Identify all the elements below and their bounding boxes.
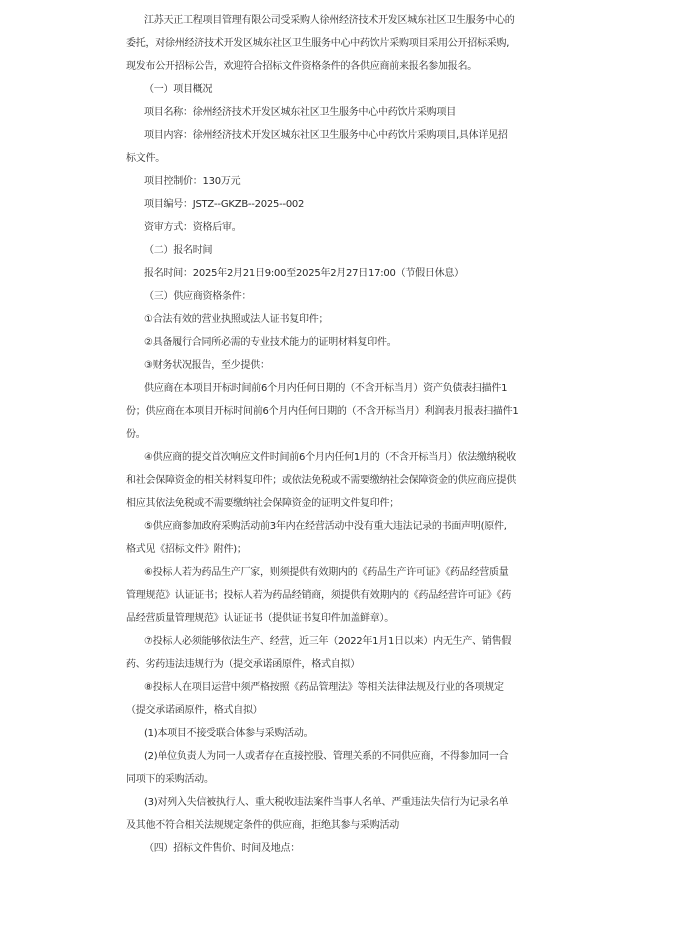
paragraph-line: 资审方式：资格后审。 (144, 222, 242, 233)
paragraph-line: 供应商在本项目开标时间前6个月内任何日期的（不含开标当月）资产负债表扫描件1 (144, 383, 508, 394)
paragraph-line: ③财务状况报告，至少提供： (144, 360, 270, 371)
paragraph-line: 项目内容：徐州经济技术开发区城东社区卫生服务中心中药饮片采购项目,具体详见招 (144, 130, 508, 141)
paragraph-line: ④供应商的提交首次响应文件时间前6个月内任何1月的（不含开标当月）依法缴纳税收 (144, 452, 516, 463)
paragraph-line: 份；供应商在本项目开标时间前6个月内任何日期的（不含开标当月）利润表月报表扫描件1 (126, 406, 519, 417)
paragraph-line: （四）招标文件售价、时间及地点： (144, 843, 300, 854)
paragraph-line: 药、劣药违法违规行为（提交承诺函原件，格式自拟） (126, 659, 360, 670)
paragraph-line: 项目控制价：130万元 (144, 176, 241, 187)
paragraph-line: (3)对列入失信被执行人、重大税收违法案件当事人名单、严重违法失信行为记录名单 (144, 797, 509, 808)
paragraph-line: 同项下的采购活动。 (126, 774, 214, 785)
paragraph-line: 委托，对徐州经济技术开发区城东社区卫生服务中心中药饮片采购项目采用公开招标采购, (126, 38, 510, 49)
paragraph-line: ⑦投标人必须能够依法生产、经营，近三年（2022年1月1日以来）内无生产、销售假 (144, 636, 512, 647)
paragraph-line: (1)本项目不接受联合体参与采购活动。 (144, 728, 314, 739)
paragraph-line: （三）供应商资格条件： (144, 291, 252, 302)
document-body (126, 9, 558, 860)
paragraph-line: ⑥投标人若为药品生产厂家，则须提供有效期内的《药品生产许可证》《药品经营质量 (144, 567, 509, 578)
paragraph-line: ①合法有效的营业执照或法人证书复印件； (144, 314, 329, 325)
paragraph-line: ②具备履行合同所必需的专业技术能力的证明材料复印件。 (144, 337, 397, 348)
paragraph-line: 现发布公开招标公告，欢迎符合招标文件资格条件的各供应商前来报名参加报名。 (126, 61, 477, 72)
paragraph-line: 报名时间：2025年2月21日9:00至2025年2月27日17:00（节假日休息） (144, 268, 464, 279)
paragraph-line: 相应其依法免税或不需要缴纳社会保障资金的证明文件复印件； (126, 498, 399, 509)
paragraph-line: 品经营质量管理规范》认证证书（提供证书复印件加盖鲜章）。 (126, 613, 394, 624)
paragraph-line: 标文件。 (126, 153, 165, 164)
paragraph-line: 项目名称：徐州经济技术开发区城东社区卫生服务中心中药饮片采购项目 (144, 107, 456, 118)
paragraph-line: 管理规范》认证证书；投标人若为药品经销商，须提供有效期内的《药品经营许可证》《药 (126, 590, 511, 601)
paragraph-line: 份。 (126, 429, 146, 440)
paragraph-line: 项目编号：JSTZ--GKZB--2025--002 (144, 199, 305, 210)
paragraph-line: （一）项目概况 (144, 84, 213, 95)
paragraph-line: 及其他不符合相关法规规定条件的供应商，拒绝其参与采购活动 (126, 820, 399, 831)
paragraph-line: ⑧投标人在项目运营中须严格按照《药品管理法》等相关法律法规及行业的各项规定 (144, 682, 504, 693)
paragraph-line: （二）报名时间 (144, 245, 213, 256)
paragraph-line: (2)单位负责人为同一人或者存在直接控股、管理关系的不同供应商，不得参加同一合 (144, 751, 509, 762)
paragraph-line: ⑤供应商参加政府采购活动前3年内在经营活动中没有重大违法记录的书面声明(原件, (144, 521, 507, 532)
paragraph-line: （提交承诺函原件，格式自拟） (126, 705, 263, 716)
paragraph-line: 格式见《招标文件》附件)； (126, 544, 247, 555)
paragraph-line: 江苏天正工程项目管理有限公司受采购人徐州经济技术开发区城东社区卫生服务中心的 (144, 15, 515, 26)
paragraph-line: 和社会保障资金的相关材料复印件；或依法免税或不需要缴纳社会保障资金的供应商应提供 (126, 475, 516, 486)
